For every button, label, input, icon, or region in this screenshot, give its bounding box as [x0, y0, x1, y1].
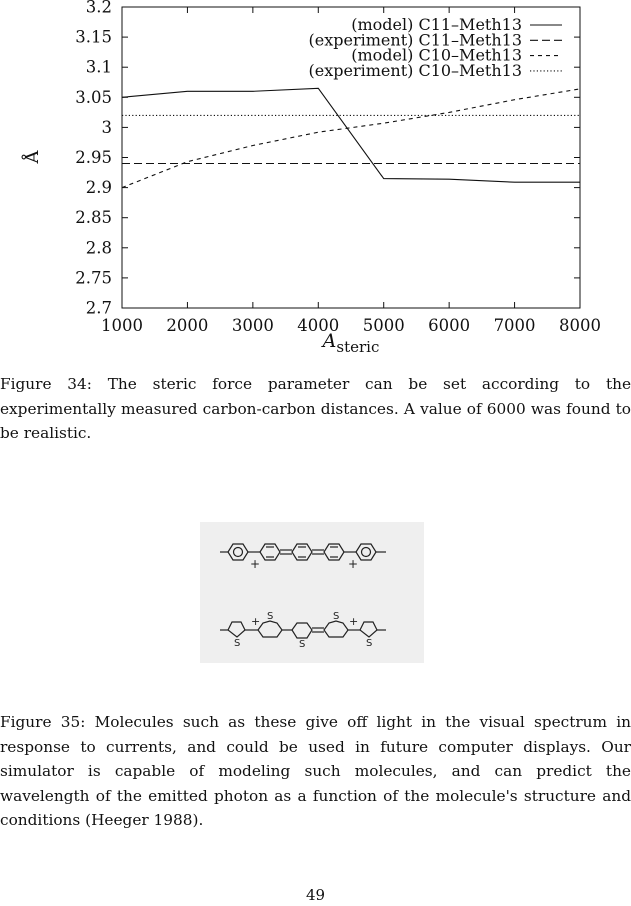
legend-label-0: (model) C11–Meth13 [351, 15, 522, 34]
sulfur-label-4: S [333, 611, 340, 622]
page-number: 49 [305, 886, 326, 904]
y-tick-label-1: 2.75 [75, 268, 112, 288]
y-tick-label-2: 2.8 [85, 238, 112, 258]
series-line-0 [122, 88, 580, 182]
legend-label-3: (experiment) C10–Meth13 [308, 60, 522, 80]
molecule-figure [200, 522, 424, 663]
y-axis-label: Å [22, 150, 43, 164]
x-tick-label-7: 8000 [559, 316, 601, 335]
y-tick-label-4: 2.9 [85, 178, 112, 198]
sulfur-label-3: S [299, 639, 306, 650]
x-tick-label-0: 1000 [101, 316, 143, 335]
x-tick-label-3: 4000 [297, 316, 340, 335]
sulfur-label-2: S [267, 611, 274, 622]
legend-label-1: (experiment) C11–Meth13 [308, 30, 522, 50]
y-tick-label-0: 2.7 [85, 298, 112, 318]
x-tick-label-6: 7000 [493, 316, 536, 335]
sulfur-label-5: S [366, 638, 373, 649]
sulfur-label-1: S [234, 638, 241, 649]
y-tick-label-10: 3.2 [85, 0, 112, 17]
y-tick-label-8: 3.1 [85, 57, 112, 77]
x-tick-label-2: 3000 [231, 316, 274, 335]
plus-sign-thiophene-left: + [251, 615, 261, 628]
plus-sign-thiophene-right: + [349, 615, 359, 628]
x-tick-label-4: 5000 [362, 316, 405, 335]
steric-chart [0, 0, 631, 360]
y-tick-label-3: 2.85 [75, 208, 112, 228]
x-tick-label-5: 6000 [428, 316, 471, 335]
figure-35-caption: Figure 35: Molecules such as these give off light in the visual spectrum in response to currents, and could be used in future computer displays. Our simulator is capable of modeling such molecules, and can predict the wavelength of the emitted photon as a function of the molecule's structure and conditions (Heeger 1988). [0, 713, 631, 829]
y-tick-label-7: 3.05 [75, 87, 112, 107]
axes [75, 0, 601, 335]
phenylene-chain-icon [220, 544, 386, 560]
x-axis-label-base: A [322, 330, 337, 352]
legend-label-2: (model) C10–Meth13 [351, 45, 522, 65]
x-axis-label-subscript: steric [336, 338, 380, 356]
thiophene-chain-icon [220, 621, 386, 638]
plus-sign-left: + [250, 557, 261, 571]
series-line-2 [122, 89, 580, 188]
plus-sign-right: + [348, 557, 359, 571]
y-tick-label-5: 2.95 [75, 148, 112, 167]
x-tick-label-1: 2000 [166, 316, 209, 335]
y-tick-label-9: 3.15 [75, 27, 112, 47]
series-lines [122, 88, 580, 187]
legend [309, 15, 562, 80]
figure-34-caption: Figure 34: The steric force parameter can be set according to the experimentally measured carbon-carbon distances. A value of 6000 was found to be realistic. [0, 375, 631, 442]
y-tick-label-6: 3 [101, 117, 112, 137]
